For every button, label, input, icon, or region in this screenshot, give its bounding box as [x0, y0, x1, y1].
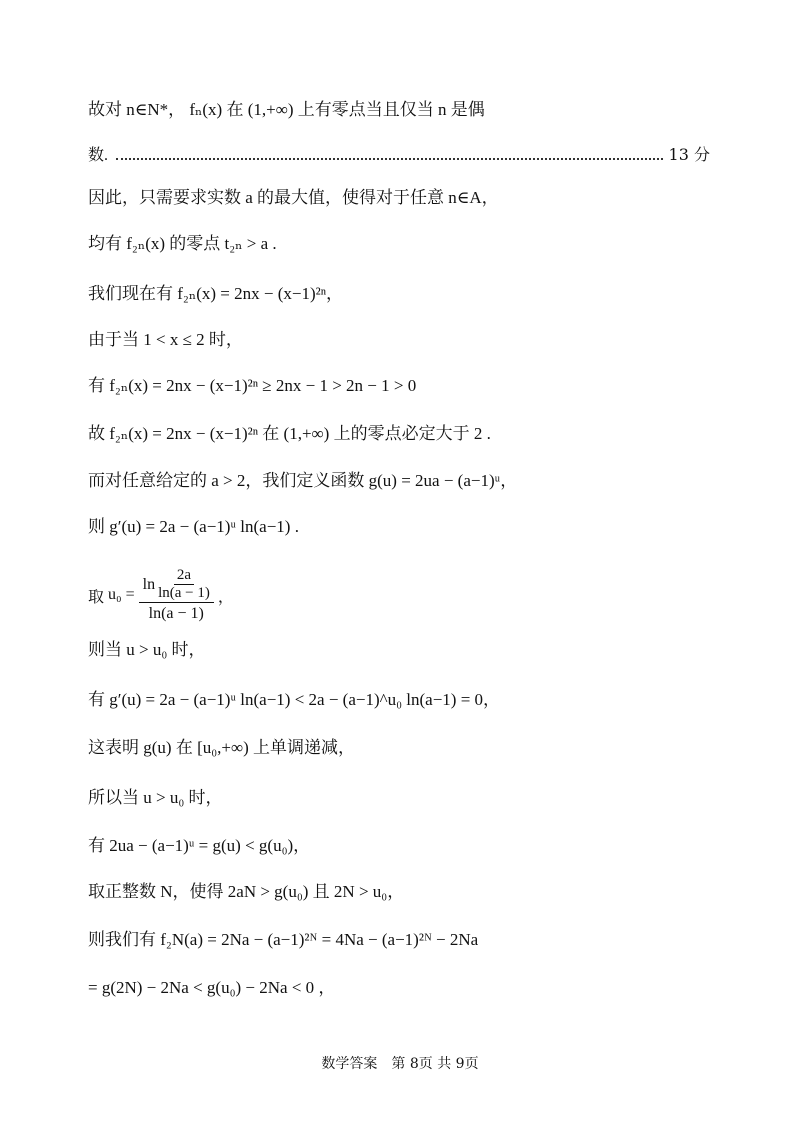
- text-line-11: 有 g′(u) = 2a − (a−1)ᵘ ln(a−1) < 2a − (a−1)^u₀ ln(a−1) = 0，: [88, 690, 501, 709]
- fraction-prefix: 取: [88, 588, 105, 606]
- dot-leader: [116, 158, 663, 160]
- fraction-suffix: ，: [217, 588, 234, 606]
- main-fraction: [139, 567, 214, 623]
- inner-fraction: [158, 567, 210, 602]
- text-line-9: 则 g′(u) = 2a − (a−1)ᵘ ln(a−1) .: [88, 517, 299, 536]
- text-line-5: 由于当 1 < x ≤ 2 时，: [88, 330, 243, 349]
- text-line-16: 则我们有 f₂N(a) = 2Na − (a−1)²ᴺ = 4Na − (a−1)²ᴺ − 2Na: [88, 930, 479, 949]
- page-footer: 数学答案 第 8页 共 9页: [321, 1056, 479, 1072]
- text-line-8: 而对任意给定的 a > 2，我们定义函数 g(u) = 2ua − (a−1)ᵘ，: [88, 471, 518, 490]
- text-line-10: 则当 u > u₀ 时，: [88, 640, 206, 659]
- inner-fraction-numerator: 2a: [174, 567, 194, 585]
- main-fraction-numerator: [139, 567, 214, 603]
- text-line-12: 这表明 g(u) 在 [u₀,+∞) 上单调递减，: [88, 738, 356, 757]
- ln-symbol: ln: [142, 575, 156, 593]
- score-line-lead: 数.: [88, 147, 109, 164]
- text-line-1: 故对 n∈N*， fₙ(x) 在 (1,+∞) 上有零点当且仅当 n 是偶: [88, 100, 485, 119]
- u0-lhs: u₀ =: [108, 586, 135, 603]
- score-line: [88, 143, 710, 165]
- text-line-14: 有 2ua − (a−1)ᵘ = g(u) < g(u₀)，: [88, 836, 311, 855]
- text-line-6: 有 f₂ₙ(x) = 2nx − (x−1)²ⁿ ≥ 2nx − 1 > 2n − 1 > 0: [88, 376, 417, 395]
- u0-definition: [88, 560, 234, 630]
- text-line-13: 所以当 u > u₀ 时，: [88, 788, 223, 807]
- text-line-15: 取正整数 N，使得 2aN > g(u₀) 且 2N > u₀，: [88, 882, 405, 901]
- score-label: 13 分: [668, 145, 710, 164]
- text-line-2: 因此，只需要求实数 a 的最大值，使得对于任意 n∈A，: [88, 188, 499, 207]
- inner-fraction-denominator: ln(a − 1): [158, 585, 210, 601]
- text-line-17: = g(2N) − 2Na < g(u₀) − 2Na < 0 ，: [88, 978, 336, 997]
- text-line-3: 均有 f₂ₙ(x) 的零点 t₂ₙ > a .: [88, 234, 277, 253]
- text-line-7: 故 f₂ₙ(x) = 2nx − (x−1)²ⁿ 在 (1,+∞) 上的零点必定大于 2 .: [88, 424, 491, 443]
- text-line-4: 我们现在有 f₂ₙ(x) = 2nx − (x−1)²ⁿ，: [88, 284, 344, 303]
- main-fraction-denominator: ln(a − 1): [148, 605, 204, 622]
